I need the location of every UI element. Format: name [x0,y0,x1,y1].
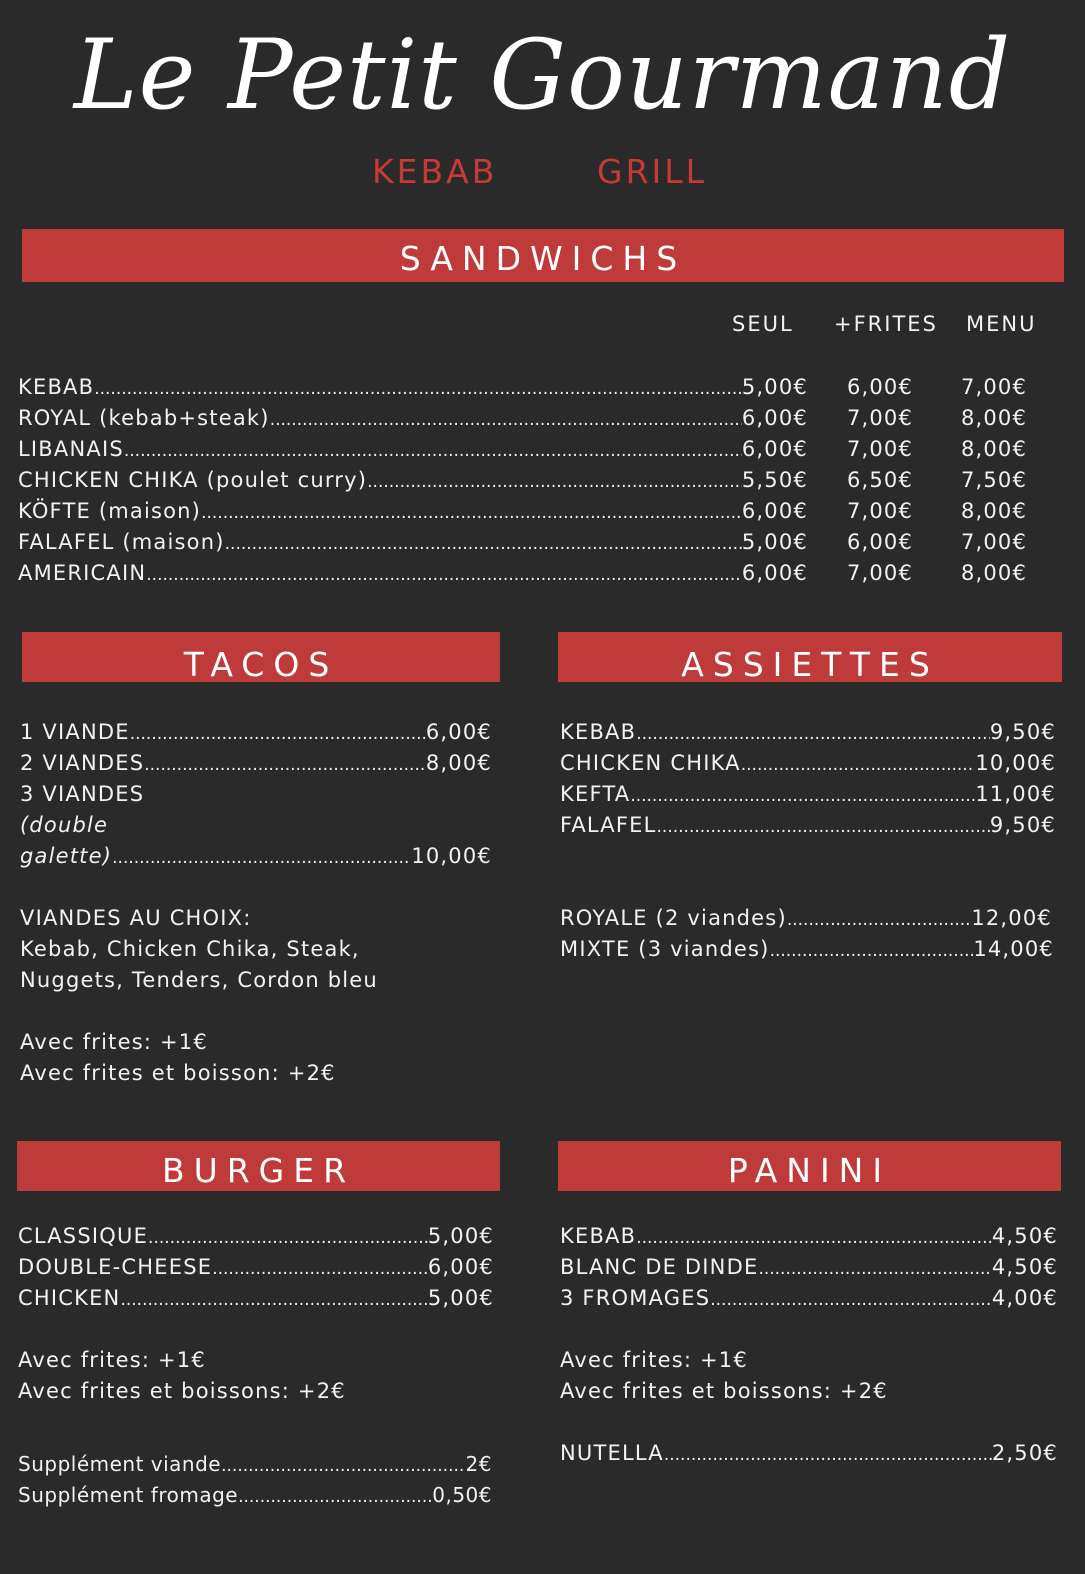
item-name: KÖFTE (maison) [18,499,202,523]
section-header-tacos: TACOS [22,632,500,682]
leader-dots [120,1285,427,1316]
price-seul: 5,00€ [741,530,808,554]
tacos-list [20,717,492,1089]
item-name: ROYALE (2 viandes) [560,906,787,930]
leader-dots [238,1482,432,1513]
leader-dots [636,1223,992,1254]
leader-dots [225,529,742,560]
list-item [560,1221,1058,1252]
list-item [18,527,1063,558]
item-price: 4,00€ [991,1286,1058,1310]
price-seul: 5,50€ [741,468,808,492]
list-item [560,903,1052,934]
item-price: 12,00€ [971,906,1052,930]
extra-note: Avec frites: +1€ [20,1030,208,1054]
list-item [560,779,1056,810]
extra-note: Avec frites et boissons: +2€ [18,1379,346,1403]
subtitle-kebab: KEBAB [372,152,498,191]
leader-dots [787,905,971,936]
price-seul: 5,00€ [741,375,808,399]
item-price: 4,50€ [991,1255,1058,1279]
leader-dots [221,1451,465,1482]
item-name: NUTELLA [560,1441,664,1465]
item-name: CHICKEN [18,1286,121,1310]
item-name: CLASSIQUE [18,1224,149,1248]
item-name: MIXTE (3 viandes) [560,937,770,961]
item-price: 5,00€ [427,1224,494,1248]
list-item [18,403,1063,434]
list-item [18,1283,494,1314]
leader-dots [636,719,990,750]
assiettes-list [560,717,1056,965]
section-header-sandwichs: SANDWICHS [22,229,1064,282]
item-name: Supplément viande [18,1452,222,1476]
column-header-seul: SEUL [732,312,794,336]
leader-dots [741,750,976,781]
item-note: galette) [20,844,113,868]
item-price: 6,00€ [427,1255,494,1279]
leader-dots [770,936,974,967]
item-price: 8,00€ [425,751,492,775]
price-frites: 7,00€ [846,406,914,430]
sandwichs-list [18,372,1063,589]
price-frites: 7,00€ [846,437,914,461]
price-frites: 6,50€ [846,468,914,492]
price-frites: 6,00€ [846,375,914,399]
item-name: FALAFEL [560,813,657,837]
list-item [560,1252,1058,1283]
list-item [560,810,1056,841]
price-menu: 8,00€ [960,406,1028,430]
leader-dots [146,560,742,591]
item-price: 6,00€ [425,720,492,744]
list-item [18,372,1063,403]
leader-dots [201,498,742,529]
section-header-panini: PANINI [558,1141,1061,1191]
item-name: 1 VIANDE [20,720,130,744]
leader-dots [94,374,742,405]
list-item [18,1252,494,1283]
price-menu: 8,00€ [960,561,1028,585]
leader-dots [664,1440,992,1471]
price-seul: 6,00€ [741,499,808,523]
item-name: 3 FROMAGES [560,1286,711,1310]
item-name: LIBANAIS [18,437,124,461]
section-header-assiettes: ASSIETTES [558,632,1062,682]
choice-title: VIANDES AU CHOIX: [20,906,252,930]
item-name: AMERICAIN [18,561,147,585]
price-menu: 8,00€ [960,499,1028,523]
item-name: 3 VIANDES [20,782,145,806]
list-item [18,1449,492,1480]
list-item [18,465,1063,496]
burger-list [18,1221,494,1511]
section-header-burger: BURGER [17,1141,500,1191]
extra-note: Avec frites: +1€ [560,1348,748,1372]
leader-dots [112,843,411,874]
item-price: 4,50€ [991,1224,1058,1248]
list-item [560,934,1054,965]
list-item [560,717,1056,748]
item-price: 0,50€ [432,1483,492,1507]
price-frites: 7,00€ [846,499,914,523]
item-price: 5,00€ [427,1286,494,1310]
leader-dots [758,1254,991,1285]
extra-note: Avec frites: +1€ [18,1348,206,1372]
price-seul: 6,00€ [741,561,808,585]
price-frites: 6,00€ [846,530,914,554]
item-name: KEBAB [560,1224,637,1248]
list-item [18,1480,492,1511]
item-name: BLANC DE DINDE [560,1255,759,1279]
list-item [560,1438,1058,1469]
leader-dots [124,436,742,467]
price-frites: 7,00€ [846,561,914,585]
leader-dots [657,812,990,843]
leader-dots [710,1285,992,1316]
item-price: 2€ [465,1452,492,1476]
list-item [560,748,1056,779]
restaurant-logo: Le Petit Gourmand [73,19,1012,131]
item-price: 10,00€ [975,751,1056,775]
price-menu: 8,00€ [960,437,1028,461]
item-price: 9,50€ [989,813,1056,837]
price-seul: 6,00€ [741,406,808,430]
item-name: CHICKEN CHIKA [560,751,741,775]
leader-dots [144,750,426,781]
item-price: 10,00€ [411,844,492,868]
item-name: ROYAL (kebab+steak) [18,406,270,430]
item-price: 11,00€ [975,782,1056,806]
list-item [18,434,1063,465]
list-item [20,748,492,779]
price-menu: 7,00€ [960,530,1028,554]
leader-dots [367,467,742,498]
leader-dots [630,781,975,812]
list-item [20,717,492,748]
list-item [20,841,492,872]
item-name: Supplément fromage [18,1483,239,1507]
price-menu: 7,50€ [960,468,1028,492]
price-menu: 7,00€ [960,375,1028,399]
subtitle-grill: GRILL [597,152,708,191]
extra-note: Avec frites et boisson: +2€ [20,1061,336,1085]
list-item [560,1283,1058,1314]
panini-list [560,1221,1058,1469]
choice-text: Kebab, Chicken Chika, Steak, [20,937,360,961]
leader-dots [270,405,742,436]
column-header-frites: +FRITES [834,312,938,336]
leader-dots [212,1254,428,1285]
item-price: 9,50€ [989,720,1056,744]
price-seul: 6,00€ [741,437,808,461]
item-price: 2,50€ [991,1441,1058,1465]
list-item [18,1221,494,1252]
item-name: DOUBLE-CHEESE [18,1255,213,1279]
item-name: 2 VIANDES [20,751,145,775]
extra-note: Avec frites et boissons: +2€ [560,1379,888,1403]
list-item [18,558,1063,589]
item-note: (double [20,813,109,837]
item-name: KEFTA [560,782,631,806]
leader-dots [148,1223,428,1254]
column-header-menu: MENU [966,312,1037,336]
item-name: KEBAB [18,375,95,399]
choice-text: Nuggets, Tenders, Cordon bleu [20,968,378,992]
list-item [18,496,1063,527]
leader-dots [130,719,426,750]
item-name: KEBAB [560,720,637,744]
item-price: 14,00€ [973,937,1054,961]
item-name: FALAFEL (maison) [18,530,225,554]
item-name: CHICKEN CHIKA (poulet curry) [18,468,368,492]
